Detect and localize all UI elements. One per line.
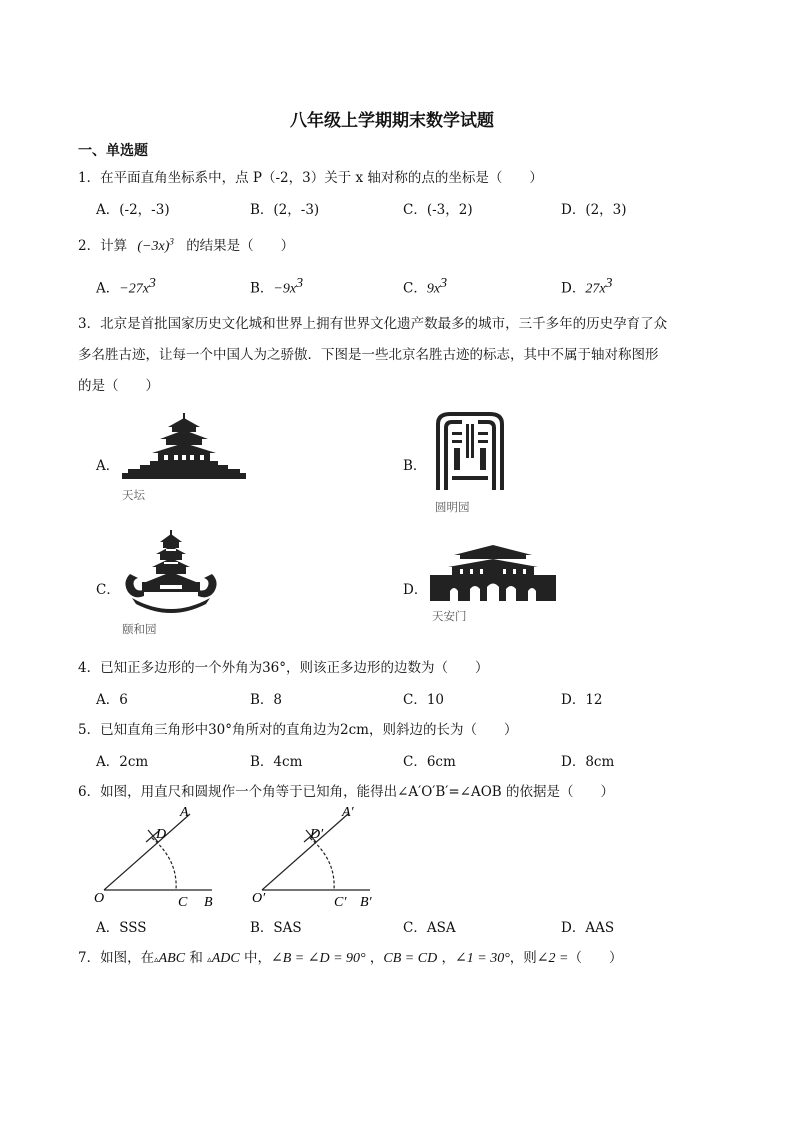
temple-of-heaven-icon	[122, 413, 246, 481]
yuanmingyuan-icon	[432, 410, 508, 492]
fig2-label-c: C′	[334, 895, 347, 910]
fig1-label-b: B	[204, 895, 213, 910]
q2-option-b[interactable]	[250, 276, 303, 298]
q2-option-c-label: C．	[403, 280, 427, 297]
q2-suffix: 的结果是（ ）	[186, 238, 295, 254]
q7-ask: ，则	[509, 950, 537, 966]
question-7-stem: 7．如图，在▵ABC 和 ▵ADC 中，∠B = ∠D = 90° ，CB = CD ，∠1 = 30°，则∠2 =（ ）	[78, 950, 623, 966]
fig1-label-c: C	[178, 895, 188, 910]
q6-figure-original-angle	[90, 800, 230, 910]
q6-option-a[interactable]: A．SSS	[96, 920, 147, 936]
q1-option-a[interactable]: A．(-2，-3)	[96, 202, 170, 218]
q7-mid: 中，	[244, 950, 271, 966]
q3-option-d-label[interactable]: D．	[403, 582, 428, 598]
q7-prefix: 7．如图，在	[78, 950, 155, 966]
question-3-line2: 多名胜古迹，让每一个中国人为之骄傲．下图是一些北京名胜古迹的标志，其中不属于轴对称图形	[78, 347, 659, 363]
q2-option-b-exp: 3	[296, 276, 304, 291]
fig1-label-d: D	[156, 827, 167, 842]
q2-expression	[137, 236, 174, 254]
q4-option-b[interactable]: B．8	[250, 692, 283, 708]
triangle-icon: ▵	[154, 955, 159, 965]
fig1-label-a: A	[180, 805, 189, 820]
q3-option-a-caption: 天坛	[122, 488, 145, 502]
q3-option-a-label[interactable]: A．	[96, 458, 120, 474]
q2-option-c[interactable]	[403, 276, 447, 298]
fig2-label-b: B′	[360, 895, 372, 910]
q1-option-c[interactable]: C．(-3，2)	[403, 202, 473, 218]
q7-and: 和	[189, 950, 203, 966]
q7-condition-sides: CB = CD	[383, 951, 438, 966]
q4-option-a[interactable]: A．6	[96, 692, 128, 708]
q5-option-a[interactable]: A．2cm	[96, 754, 149, 770]
q2-option-b-expr: −9x	[273, 281, 297, 297]
q1-option-d[interactable]: D．(2，3)	[561, 202, 627, 218]
q2-option-d-exp: 3	[605, 276, 613, 291]
q6-option-d[interactable]: D．AAS	[561, 920, 615, 936]
q3-option-b-caption: 圆明园	[435, 500, 470, 514]
q3-option-c-label[interactable]: C．	[96, 582, 120, 598]
q1-option-b[interactable]: B．(2，-3)	[250, 202, 320, 218]
q2-expr-exponent: 3	[169, 236, 174, 247]
question-3-line1: 3．北京是首批国家历史文化城和世界上拥有世界文化遗产数最多的城市，三千多年的历史孕育了众	[78, 316, 668, 332]
q6-option-c[interactable]: C．ASA	[403, 920, 456, 936]
q5-option-b[interactable]: B．4cm	[250, 754, 303, 770]
q3-option-d-caption: 天安门	[432, 609, 467, 623]
q5-option-c[interactable]: C．6cm	[403, 754, 456, 770]
q2-option-a-label: A．	[96, 280, 120, 297]
q7-end: （ ）	[568, 950, 623, 966]
q7-triangle-1: ABC	[158, 951, 186, 966]
q6-figure-constructed-angle	[248, 800, 388, 910]
fig2-label-o: O′	[252, 891, 266, 906]
fig1-label-o: O	[94, 891, 105, 906]
summer-palace-icon	[122, 530, 220, 616]
question-3-line3: 的是（ ）	[78, 378, 159, 394]
question-1-stem: 1．在平面直角坐标系中，点 P（-2，3）关于 x 轴对称的点的坐标是（ ）	[78, 170, 543, 186]
q2-option-c-expr: 9x	[426, 281, 441, 297]
q7-target-angle: ∠2 =	[536, 951, 569, 966]
q3-option-b-label[interactable]: B．	[403, 458, 427, 474]
q4-option-d[interactable]: D．12	[561, 692, 603, 708]
q2-option-a[interactable]	[96, 276, 156, 298]
question-2-stem	[78, 234, 294, 255]
q2-option-b-label: B．	[250, 280, 274, 297]
question-4-stem: 4．已知正多边形的一个外角为36°，则该正多边形的边数为（ ）	[78, 660, 489, 676]
q5-option-d[interactable]: D．8cm	[561, 754, 615, 770]
q2-option-a-expr: −27x	[119, 281, 149, 297]
q7-condition-angle1: ∠1 = 30°	[455, 951, 510, 966]
q2-option-a-exp: 3	[148, 276, 156, 291]
section-heading: 一、单选题	[78, 143, 148, 159]
page-title: 八年级上学期期末数学试题	[290, 111, 494, 131]
question-6-stem: 6．如图，用直尺和圆规作一个角等于已知角，能得出∠A′O′B′=∠AOB 的依据是（ ）	[78, 784, 614, 800]
q6-option-b[interactable]: B．SAS	[250, 920, 302, 936]
q2-expr-base: (−3x)	[137, 239, 170, 254]
q2-option-d[interactable]	[561, 276, 613, 298]
question-5-stem: 5．已知直角三角形中30°角所对的直角边为2cm，则斜边的长为（ ）	[78, 722, 518, 738]
q7-triangle-2: ADC	[211, 951, 240, 966]
q2-option-c-exp: 3	[440, 276, 448, 291]
q2-option-d-label: D．	[561, 280, 586, 297]
triangle-icon: ▵	[207, 955, 212, 965]
q2-prefix: 2．计算	[78, 238, 128, 254]
q4-option-c[interactable]: C．10	[403, 692, 445, 708]
q3-option-c-caption: 颐和园	[122, 622, 157, 636]
fig2-label-a: A′	[342, 805, 354, 820]
q7-condition-angles: ∠B = ∠D = 90°	[271, 951, 366, 966]
tiananmen-icon	[430, 545, 556, 601]
fig2-label-d: D′	[310, 827, 324, 842]
q2-option-d-expr: 27x	[585, 281, 606, 297]
